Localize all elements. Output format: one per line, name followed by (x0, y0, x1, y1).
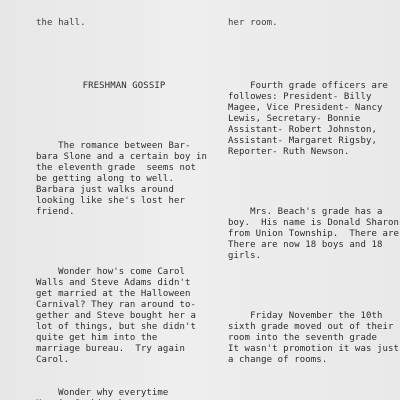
right-column (228, 0, 400, 400)
text-line: get married at the Halloween (36, 289, 191, 299)
text-line: Lewis, Secretary- Bonnie (228, 114, 361, 124)
gossip-paragraph (36, 388, 212, 400)
text-line: room into the seventh grade (228, 333, 377, 343)
text-line: Reporter- Ruth Newson. (228, 147, 350, 157)
text-line: bara Slone and a certain boy in (36, 152, 208, 162)
text-line: the eleventh grade seems not (36, 163, 197, 173)
text-line: lot of things, but she didn't (36, 322, 197, 332)
text-line: followes: President- Billy (228, 92, 372, 102)
text-line: Friday November the 10th (250, 311, 383, 321)
text-line: It wasn't promotion it was just (228, 344, 400, 354)
gossip-paragraph (36, 141, 212, 218)
text-line: Mrs. Beach's grade has a (250, 207, 383, 217)
left-column (36, 0, 212, 400)
text-line: There are now 18 boys and 18 (228, 240, 383, 250)
text-line: from Union Township. There are (228, 229, 400, 239)
text-line: Barbara just walks around (36, 185, 174, 195)
text-line: a change of rooms. (228, 355, 328, 365)
text-line: looking like she's lost her (36, 196, 185, 206)
text-line: Assistant- Robert Johnston, (228, 125, 377, 135)
text-line: quite get him into the (36, 333, 158, 343)
text-line: girls. (228, 251, 262, 261)
text-line: friend. (36, 207, 75, 217)
text-line: marriage bureau. Try again (36, 344, 185, 354)
text-line: Magee, Vice President- Nancy (228, 103, 383, 113)
text-line: Fourth grade officers are (250, 81, 389, 91)
text-line: boy. His name is Donald Sharon (228, 218, 400, 228)
text-line: Wonder why everytime (36, 388, 169, 398)
grade-paragraph (228, 81, 400, 158)
text-line: gether and Steve bought her a (36, 311, 197, 321)
text-line: Wonder how's come Carol (36, 267, 186, 277)
text-line: sixth grade moved out of their (228, 322, 394, 332)
top-fragment-left: the hall. (36, 18, 86, 28)
gossip-paragraph (36, 267, 212, 366)
top-fragment-right: her room. (228, 18, 278, 28)
grade-paragraph (228, 207, 400, 262)
text-line: be getting along to well. (36, 174, 174, 184)
text-line: The romance between Bar- (36, 141, 191, 151)
text-line: Carnival? They ran around to- (36, 300, 197, 310)
grade-paragraph (228, 311, 400, 366)
text-line: Assistant- Margaret Rigsby, (228, 136, 377, 146)
text-line: Walls and Steve Adams didn't (36, 278, 191, 288)
text-line: Carol. (36, 355, 70, 365)
heading-freshman-gossip: FRESHMAN GOSSIP (82, 81, 166, 91)
